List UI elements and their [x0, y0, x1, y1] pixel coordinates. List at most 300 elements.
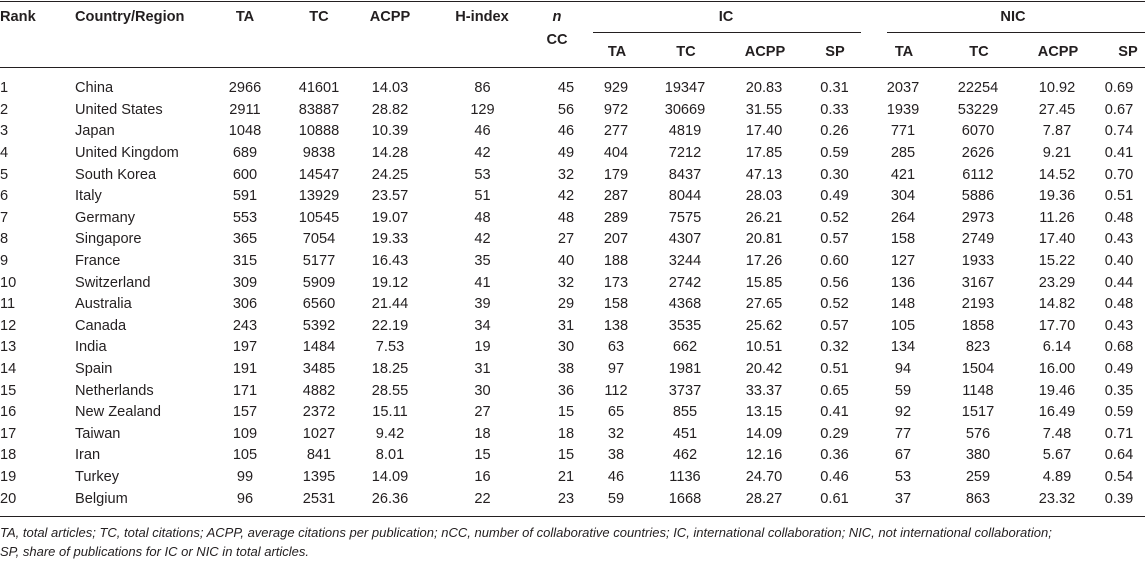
- table-row: [0, 251, 1145, 273]
- cell-country: Italy: [75, 188, 102, 205]
- cell-ta: 600: [232, 166, 258, 183]
- cell-country: Canada: [75, 317, 127, 334]
- cell-nic-ta: 1939: [886, 101, 920, 118]
- cell-nic-acpp: 5.67: [1042, 447, 1072, 464]
- table-row: [0, 424, 1145, 446]
- header-nic: NIC: [1000, 9, 1026, 25]
- cell-rank: 3: [0, 123, 9, 140]
- cell-tc: 841: [306, 447, 332, 464]
- table-row: [0, 337, 1145, 359]
- cell-rank: 15: [0, 382, 17, 399]
- cell-ic-ta: 112: [604, 382, 628, 399]
- cell-hindex: 18: [474, 425, 491, 442]
- cell-country: New Zealand: [75, 404, 161, 421]
- cell-ic-ta: 158: [603, 296, 629, 313]
- cell-nic-tc: 6070: [961, 123, 995, 140]
- cell-ic-sp: 0.57: [820, 231, 849, 248]
- cell-ic-sp: 0.41: [820, 404, 849, 421]
- cell-ic-ta: 207: [603, 231, 629, 248]
- cell-acpp: 10.39: [371, 123, 409, 140]
- cell-ta: 553: [232, 209, 258, 226]
- cell-country: Germany: [75, 209, 136, 226]
- header-hindex: H-index: [455, 9, 509, 25]
- cell-ic-acpp: 15.85: [745, 274, 783, 291]
- cell-tc: 2531: [302, 490, 336, 507]
- header-rule: [0, 67, 1145, 68]
- cell-acpp: 9.42: [375, 425, 405, 442]
- cell-nic-sp: 0.67: [1104, 101, 1134, 118]
- cell-ta: 157: [232, 404, 258, 421]
- cell-nic-acpp: 7.87: [1042, 123, 1072, 140]
- cell-tc: 4882: [302, 382, 336, 399]
- cell-nic-tc: 3167: [961, 274, 995, 291]
- cell-nic-sp: 0.69: [1104, 80, 1134, 97]
- cell-nic-acpp: 16.49: [1038, 404, 1076, 421]
- cell-nic-acpp: 23.29: [1038, 274, 1076, 291]
- table-row: [0, 229, 1145, 251]
- cell-ic-acpp: 26.21: [745, 209, 783, 226]
- cell-ic-sp: 0.26: [820, 123, 849, 140]
- cell-ic-sp: 0.56: [820, 274, 849, 291]
- subheader-nic-acpp: ACPP: [1037, 44, 1079, 60]
- cell-ic-sp: 0.51: [820, 361, 849, 378]
- cell-nic-sp: 0.48: [1104, 209, 1134, 226]
- cell-ic-ta: 179: [603, 166, 629, 183]
- cell-ic-tc: 855: [672, 404, 698, 421]
- cell-nic-ta: 53: [894, 468, 912, 485]
- cell-ncc: 32: [557, 166, 575, 183]
- table-row: [0, 488, 1145, 510]
- cell-ic-tc: 451: [672, 425, 698, 442]
- cell-ncc: 32: [557, 274, 575, 291]
- cell-ic-acpp: 17.40: [745, 123, 783, 140]
- cell-acpp: 24.25: [371, 166, 409, 183]
- cell-hindex: 48: [474, 209, 491, 226]
- cell-ncc: 18: [557, 425, 575, 442]
- cell-nic-sp: 0.70: [1104, 166, 1134, 183]
- header-country: Country/Region: [75, 9, 185, 25]
- cell-nic-sp: 0.43: [1104, 317, 1134, 334]
- bottom-rule: [0, 516, 1145, 517]
- subheader-nic-tc: TC: [969, 44, 989, 60]
- cell-acpp: 28.82: [371, 101, 409, 118]
- data-table: [0, 78, 1145, 510]
- cell-ic-sp: 0.61: [820, 490, 849, 507]
- cell-tc: 6560: [302, 296, 336, 313]
- cell-ta: 309: [232, 274, 258, 291]
- cell-ncc: 36: [557, 382, 575, 399]
- cell-hindex: 16: [474, 468, 491, 485]
- cell-ta: 2911: [229, 101, 261, 118]
- cell-ic-ta: 32: [607, 425, 625, 442]
- table-row: [0, 402, 1145, 424]
- cell-nic-ta: 94: [894, 361, 912, 378]
- cell-hindex: 22: [474, 490, 491, 507]
- cell-ncc: 46: [557, 123, 575, 140]
- cell-country: Singapore: [75, 231, 142, 248]
- cell-acpp: 26.36: [371, 490, 409, 507]
- cell-rank: 7: [0, 209, 9, 226]
- cell-nic-acpp: 19.46: [1038, 382, 1076, 399]
- cell-nic-ta: 37: [894, 490, 912, 507]
- cell-rank: 14: [0, 361, 17, 378]
- cell-nic-ta: 59: [894, 382, 912, 399]
- cell-acpp: 22.19: [371, 317, 409, 334]
- cell-country: United Kingdom: [75, 145, 179, 162]
- cell-ic-acpp: 17.26: [745, 253, 783, 270]
- cell-ic-acpp: 10.51: [745, 339, 783, 356]
- cell-ic-acpp: 13.15: [745, 404, 783, 421]
- cell-hindex: 34: [474, 317, 491, 334]
- cell-hindex: 35: [474, 253, 491, 270]
- cell-country: Turkey: [75, 468, 120, 485]
- cell-nic-sp: 0.40: [1104, 253, 1134, 270]
- cell-rank: 12: [0, 317, 17, 334]
- subheader-ic-tc: TC: [676, 44, 696, 60]
- cell-nic-sp: 0.51: [1104, 188, 1134, 205]
- cell-acpp: 8.01: [375, 447, 405, 464]
- table-row: [0, 359, 1145, 381]
- cell-ic-ta: 65: [607, 404, 625, 421]
- cell-country: Taiwan: [75, 425, 121, 442]
- cell-ic-sp: 0.57: [820, 317, 849, 334]
- cell-tc: 2372: [302, 404, 336, 421]
- cell-country: Australia: [75, 296, 132, 313]
- cell-ta: 689: [232, 145, 258, 162]
- cell-ic-sp: 0.46: [820, 468, 849, 485]
- cell-ncc: 42: [557, 188, 575, 205]
- cell-tc: 1484: [302, 339, 336, 356]
- cell-acpp: 14.03: [371, 80, 409, 97]
- cell-nic-tc: 863: [965, 490, 991, 507]
- cell-rank: 19: [0, 468, 17, 485]
- cell-nic-tc: 53229: [957, 101, 999, 118]
- cell-ncc: 38: [557, 361, 575, 378]
- cell-ic-acpp: 28.27: [745, 490, 783, 507]
- cell-nic-ta: 285: [890, 145, 916, 162]
- cell-nic-ta: 158: [890, 231, 916, 248]
- cell-ta: 109: [232, 425, 258, 442]
- table-row: [0, 121, 1145, 143]
- cell-rank: 5: [0, 166, 9, 183]
- cell-ic-acpp: 20.81: [745, 231, 783, 248]
- cell-ic-tc: 7575: [668, 209, 702, 226]
- cell-ic-ta: 38: [607, 447, 625, 464]
- cell-ta: 191: [232, 361, 258, 378]
- cell-acpp: 14.28: [371, 145, 409, 162]
- cell-ic-tc: 3535: [668, 317, 702, 334]
- cell-rank: 6: [0, 188, 9, 205]
- nic-group-rule: [887, 32, 1145, 33]
- cell-nic-ta: 148: [890, 296, 916, 313]
- cell-ic-acpp: 47.13: [745, 166, 783, 183]
- cell-ncc: 29: [557, 296, 575, 313]
- cell-ic-ta: 404: [603, 145, 629, 162]
- cell-ic-ta: 929: [603, 80, 629, 97]
- cell-nic-sp: 0.44: [1104, 274, 1134, 291]
- cell-nic-sp: 0.48: [1104, 296, 1134, 313]
- cell-ic-ta: 59: [607, 490, 625, 507]
- cell-ic-sp: 0.33: [820, 101, 849, 118]
- table-row: [0, 208, 1145, 230]
- cell-nic-sp: 0.39: [1104, 490, 1134, 507]
- cell-nic-tc: 2193: [961, 296, 995, 313]
- cell-ic-acpp: 20.83: [745, 80, 783, 97]
- cell-nic-ta: 264: [890, 209, 916, 226]
- cell-ic-ta: 972: [603, 101, 629, 118]
- cell-ta: 105: [232, 447, 258, 464]
- cell-tc: 1027: [302, 425, 336, 442]
- table-row: [0, 78, 1145, 100]
- cell-tc: 1395: [302, 468, 336, 485]
- cell-nic-tc: 2749: [961, 231, 995, 248]
- table-row: [0, 186, 1145, 208]
- cell-ncc: 15: [557, 447, 575, 464]
- cell-ncc: 56: [557, 101, 575, 118]
- subheader-ic-sp: SP: [825, 44, 845, 60]
- cell-nic-acpp: 4.89: [1042, 468, 1072, 485]
- table-row: [0, 272, 1145, 294]
- cell-ic-tc: 8437: [668, 166, 702, 183]
- cell-tc: 10545: [298, 209, 340, 226]
- cell-nic-sp: 0.59: [1104, 404, 1134, 421]
- cell-ic-ta: 188: [603, 253, 629, 270]
- cell-hindex: 39: [474, 296, 491, 313]
- header-ncc-n: n: [552, 9, 562, 25]
- table-row: [0, 467, 1145, 489]
- cell-nic-tc: 380: [965, 447, 991, 464]
- cell-nic-ta: 771: [890, 123, 916, 140]
- cell-ic-sp: 0.32: [820, 339, 849, 356]
- cell-rank: 2: [0, 101, 9, 118]
- cell-tc: 14547: [298, 166, 340, 183]
- cell-tc: 7054: [302, 231, 336, 248]
- cell-ic-acpp: 28.03: [745, 188, 783, 205]
- cell-tc: 10888: [298, 123, 340, 140]
- cell-country: South Korea: [75, 166, 157, 183]
- cell-ic-tc: 30669: [664, 101, 706, 118]
- cell-ta: 306: [232, 296, 258, 313]
- cell-tc: 5909: [302, 274, 336, 291]
- header-ta: TA: [235, 9, 255, 25]
- cell-rank: 18: [0, 447, 17, 464]
- cell-ncc: 40: [557, 253, 575, 270]
- cell-ic-acpp: 33.37: [745, 382, 783, 399]
- cell-acpp: 15.11: [372, 404, 408, 421]
- cell-nic-tc: 259: [965, 468, 991, 485]
- cell-tc: 41601: [298, 80, 340, 97]
- cell-rank: 10: [0, 274, 17, 291]
- table-row: [0, 316, 1145, 338]
- cell-country: United States: [75, 101, 163, 118]
- cell-nic-acpp: 19.36: [1038, 188, 1076, 205]
- cell-nic-ta: 105: [890, 317, 916, 334]
- cell-acpp: 14.09: [371, 468, 409, 485]
- cell-acpp: 23.57: [371, 188, 409, 205]
- cell-nic-acpp: 7.48: [1042, 425, 1072, 442]
- cell-nic-sp: 0.68: [1104, 339, 1134, 356]
- cell-nic-ta: 304: [890, 188, 916, 205]
- cell-ta: 365: [232, 231, 258, 248]
- cell-hindex: 42: [474, 145, 491, 162]
- cell-ncc: 45: [557, 80, 575, 97]
- cell-hindex: 15: [474, 447, 491, 464]
- cell-country: India: [75, 339, 107, 356]
- table-row: [0, 380, 1145, 402]
- cell-nic-sp: 0.35: [1104, 382, 1134, 399]
- subheader-nic-ta: TA: [894, 44, 914, 60]
- cell-ncc: 15: [557, 404, 575, 421]
- cell-ic-ta: 46: [607, 468, 625, 485]
- cell-ic-tc: 4307: [668, 231, 702, 248]
- cell-ta: 96: [236, 490, 254, 507]
- cell-hindex: 51: [474, 188, 491, 205]
- cell-nic-acpp: 10.92: [1038, 80, 1076, 97]
- cell-hindex: 86: [474, 80, 491, 97]
- cell-hindex: 27: [474, 404, 491, 421]
- cell-country: Switzerland: [75, 274, 151, 291]
- cell-nic-acpp: 15.22: [1038, 253, 1076, 270]
- cell-ic-acpp: 20.42: [745, 361, 783, 378]
- cell-ta: 99: [236, 468, 254, 485]
- cell-rank: 4: [0, 145, 9, 162]
- cell-ncc: 31: [557, 317, 575, 334]
- table-row: [0, 294, 1145, 316]
- header-acpp: ACPP: [369, 9, 411, 25]
- cell-ic-ta: 63: [607, 339, 625, 356]
- table-row: [0, 143, 1145, 165]
- cell-rank: 1: [0, 80, 9, 97]
- cell-country: Iran: [75, 447, 101, 464]
- cell-rank: 16: [0, 404, 17, 421]
- subheader-ic-ta: TA: [607, 44, 627, 60]
- cell-nic-sp: 0.71: [1104, 425, 1134, 442]
- cell-nic-ta: 127: [890, 253, 916, 270]
- cell-rank: 8: [0, 231, 9, 248]
- cell-ic-tc: 8044: [668, 188, 702, 205]
- cell-nic-ta: 421: [890, 166, 916, 183]
- cell-ic-tc: 1981: [668, 361, 702, 378]
- cell-country: Japan: [75, 123, 115, 140]
- cell-ic-tc: 3737: [668, 382, 702, 399]
- footnote-line-1: TA, total articles; TC, total citations; ACPP, average citations per publication; nCC, number of collaborative countries; IC, international collaboration; NIC, not international collaboration;: [0, 525, 1052, 540]
- table-row: [0, 164, 1145, 186]
- cell-nic-ta: 134: [890, 339, 916, 356]
- cell-country: Spain: [75, 361, 113, 378]
- cell-ic-acpp: 14.09: [745, 425, 783, 442]
- cell-ic-sp: 0.59: [820, 145, 849, 162]
- cell-nic-tc: 823: [965, 339, 991, 356]
- cell-acpp: 19.07: [371, 209, 409, 226]
- cell-country: Netherlands: [75, 382, 154, 399]
- cell-hindex: 19: [474, 339, 491, 356]
- cell-rank: 20: [0, 490, 17, 507]
- cell-ta: 2966: [228, 80, 262, 97]
- cell-tc: 83887: [298, 101, 340, 118]
- cell-acpp: 18.25: [371, 361, 409, 378]
- cell-nic-ta: 136: [890, 274, 916, 291]
- cell-ic-ta: 173: [603, 274, 629, 291]
- cell-nic-acpp: 23.32: [1038, 490, 1076, 507]
- cell-ta: 591: [232, 188, 258, 205]
- cell-nic-acpp: 14.82: [1038, 296, 1076, 313]
- cell-acpp: 19.33: [371, 231, 409, 248]
- cell-nic-tc: 22254: [957, 80, 999, 97]
- cell-ic-sp: 0.52: [820, 296, 849, 313]
- cell-ic-sp: 0.52: [820, 209, 849, 226]
- cell-ic-sp: 0.29: [820, 425, 849, 442]
- cell-acpp: 7.53: [375, 339, 405, 356]
- cell-ic-ta: 138: [603, 317, 629, 334]
- cell-ic-tc: 662: [672, 339, 698, 356]
- cell-ta: 1048: [228, 123, 262, 140]
- cell-ic-ta: 277: [603, 123, 629, 140]
- cell-ta: 243: [232, 317, 258, 334]
- cell-ic-tc: 1136: [669, 468, 701, 485]
- subheader-nic-sp: SP: [1118, 44, 1138, 60]
- cell-tc: 13929: [298, 188, 340, 205]
- cell-ic-acpp: 25.62: [745, 317, 783, 334]
- cell-acpp: 21.44: [371, 296, 409, 313]
- cell-ncc: 30: [557, 339, 575, 356]
- cell-ncc: 23: [557, 490, 575, 507]
- cell-nic-sp: 0.64: [1104, 447, 1134, 464]
- cell-ncc: 21: [557, 468, 575, 485]
- cell-ncc: 27: [557, 231, 575, 248]
- footnote: [0, 524, 1145, 561]
- cell-nic-ta: 92: [894, 404, 912, 421]
- header-ic: IC: [718, 9, 734, 25]
- cell-tc: 5392: [302, 317, 336, 334]
- cell-hindex: 41: [474, 274, 491, 291]
- cell-nic-acpp: 27.45: [1038, 101, 1076, 118]
- cell-ic-sp: 0.65: [820, 382, 849, 399]
- cell-nic-sp: 0.49: [1104, 361, 1134, 378]
- cell-ic-sp: 0.31: [820, 80, 849, 97]
- cell-ic-tc: 7212: [668, 145, 702, 162]
- cell-hindex: 42: [474, 231, 491, 248]
- cell-ic-tc: 462: [672, 447, 698, 464]
- cell-ic-acpp: 31.55: [745, 101, 783, 118]
- cell-nic-sp: 0.74: [1104, 123, 1134, 140]
- cell-ic-acpp: 24.70: [745, 468, 783, 485]
- header-rank: Rank: [0, 9, 36, 25]
- cell-ic-sp: 0.36: [820, 447, 849, 464]
- cell-ic-tc: 2742: [668, 274, 702, 291]
- cell-ic-acpp: 27.65: [745, 296, 783, 313]
- cell-nic-tc: 6112: [962, 166, 994, 183]
- cell-hindex: 30: [474, 382, 491, 399]
- footnote-line-2: SP, share of publications for IC or NIC in total articles.: [0, 543, 310, 559]
- cell-nic-acpp: 6.14: [1042, 339, 1072, 356]
- cell-nic-tc: 5886: [961, 188, 995, 205]
- cell-ta: 197: [232, 339, 258, 356]
- cell-country: Belgium: [75, 490, 128, 507]
- top-rule: [0, 1, 1145, 2]
- subheader-ic-acpp: ACPP: [744, 44, 786, 60]
- cell-nic-ta: 2037: [886, 80, 920, 97]
- cell-acpp: 19.12: [371, 274, 409, 291]
- cell-ic-acpp: 12.16: [745, 447, 783, 464]
- cell-ic-ta: 287: [603, 188, 629, 205]
- cell-rank: 9: [0, 253, 9, 270]
- cell-rank: 13: [0, 339, 17, 356]
- cell-rank: 11: [0, 296, 16, 313]
- table-row: [0, 100, 1145, 122]
- cell-country: China: [75, 80, 114, 97]
- cell-nic-tc: 1858: [961, 317, 995, 334]
- cell-ic-sp: 0.60: [820, 253, 849, 270]
